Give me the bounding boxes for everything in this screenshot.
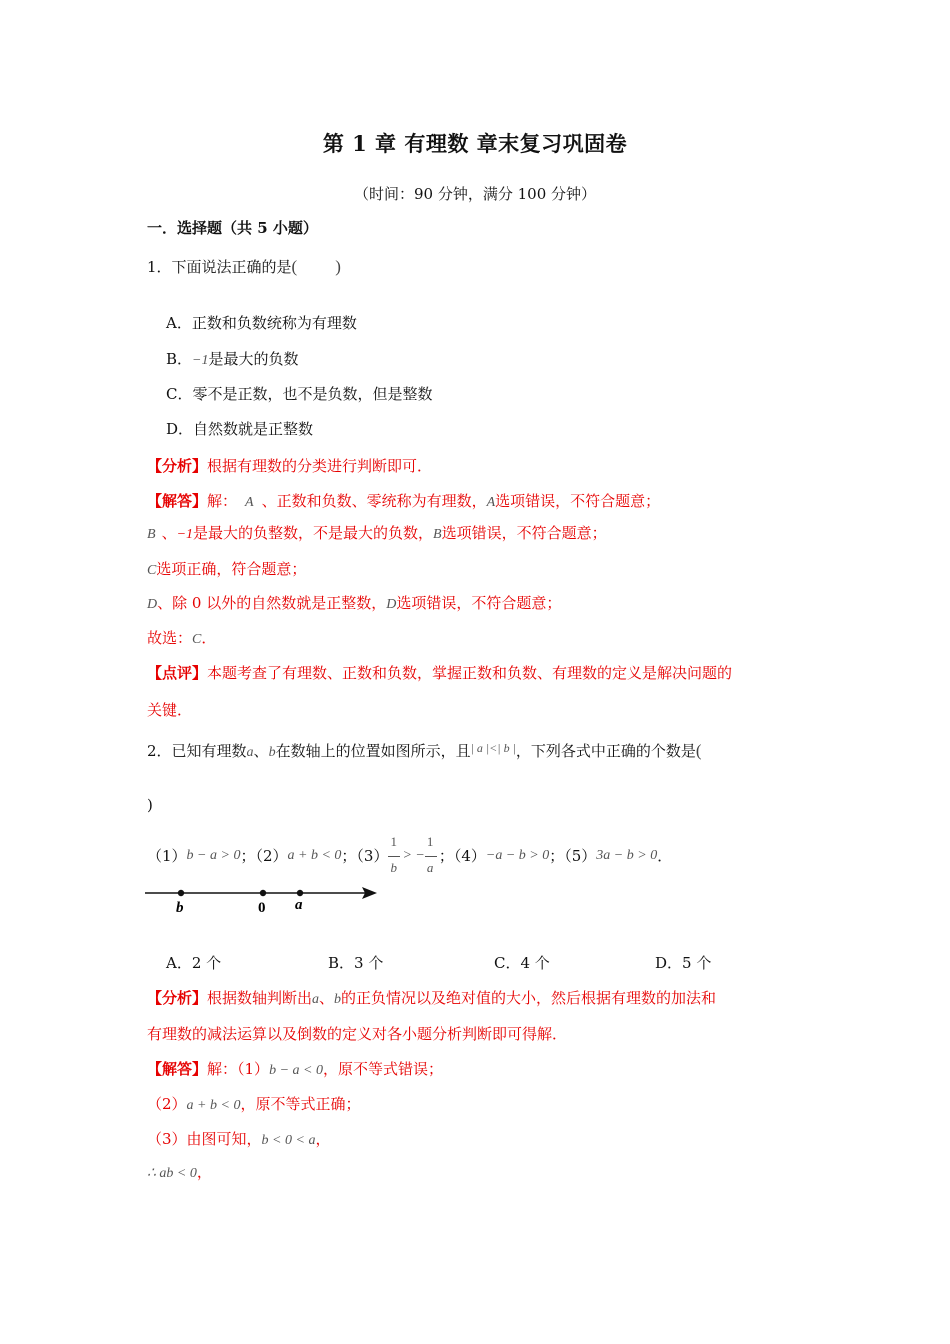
- q2-item-4-math: −a − b > 0: [485, 848, 550, 863]
- q2-answer-math: b < 0 < a: [261, 1133, 316, 1148]
- point-b: [178, 890, 184, 896]
- q2-items: [147, 832, 672, 882]
- q2-item-5-math: 3a − b > 0: [596, 848, 658, 863]
- q1-option-d: D．自然数就是正整数: [166, 420, 314, 438]
- q1-answer-line-5: [147, 628, 216, 650]
- q2-answer-text: ，原不等式错误；: [322, 1060, 443, 1078]
- q1-answer-line-3: [147, 559, 306, 581]
- fraction-numerator: 1: [426, 834, 434, 849]
- q2-item-1-math: b − a > 0: [186, 848, 241, 863]
- q1-comment-tag: 【点评】: [147, 664, 208, 682]
- q2-option-c: C．4 个: [494, 954, 550, 972]
- q2-item-2-label: ；（2）: [240, 847, 288, 865]
- q1-answer-text: 故选：: [147, 629, 193, 647]
- q1-stem: [147, 257, 341, 277]
- q1-analysis-tag: 【分析】: [147, 457, 208, 475]
- q1-answer-line-2: [147, 523, 607, 545]
- q1-answer-text: 选项错误，不符合题意；: [396, 594, 562, 612]
- q1-answer-math: B: [433, 527, 442, 542]
- q2-analysis-math: a: [312, 992, 320, 1007]
- fraction-denominator: a: [426, 860, 434, 875]
- q1-option-b-math: −1: [192, 353, 209, 368]
- point-a: [297, 890, 303, 896]
- q2-item-5-label: ；（5）: [549, 847, 597, 865]
- q1-answer-math: D: [147, 597, 158, 612]
- q2-option-a: A．2 个: [166, 954, 222, 972]
- q1-answer-line-4: [147, 593, 561, 615]
- q2-answer-text: 解：（1）: [207, 1060, 270, 1078]
- q2-item-2-math: a + b < 0: [287, 848, 342, 863]
- q1-answer-text: 选项正确，符合题意；: [156, 560, 307, 578]
- q1-answer-math: C: [147, 563, 157, 578]
- q1-answer-text: ．: [201, 629, 217, 647]
- q2-stem-math: b: [268, 745, 276, 760]
- q1-answer-math: B: [147, 527, 156, 542]
- q2-analysis-text: 的正负情况以及绝对值的大小，然后根据有理数的加法和: [341, 989, 717, 1007]
- q1-analysis: [147, 456, 432, 476]
- q1-answer-math: A: [245, 495, 254, 510]
- q2-item-5-end: ．: [657, 847, 673, 865]
- q2-answer-line-1: [147, 1059, 443, 1081]
- q2-answer-math: a + b < 0: [186, 1098, 241, 1113]
- fraction-denominator: b: [390, 860, 397, 875]
- q1-paren-open: (: [291, 257, 298, 276]
- point-zero: [260, 890, 266, 896]
- q2-stem: [147, 738, 702, 763]
- q2-answer-text: （3）由图可知，: [147, 1130, 262, 1148]
- number-line: [140, 880, 390, 916]
- q1-answer-text: 、除 0 以外的自然数就是正整数，: [157, 594, 387, 612]
- q2-item-3-fraction-2: [425, 832, 439, 880]
- q1-option-b: [166, 349, 299, 371]
- q1-answer-tag: 【解答】: [147, 492, 208, 510]
- section-heading: 一．选择题（共 5 小题）: [147, 219, 318, 237]
- q1-answer-text: 、: [161, 524, 177, 542]
- q2-stem-text: 、: [253, 742, 269, 760]
- q2-paren-open: (: [695, 741, 702, 760]
- q1-answer-math: C: [192, 632, 202, 647]
- q2-answer-line-4: [147, 1162, 212, 1184]
- q2-analysis-tag: 【分析】: [147, 989, 208, 1007]
- q1-option-b-label: B．: [166, 350, 193, 368]
- q2-analysis-line-1: [147, 988, 716, 1010]
- axis-label-b: b: [176, 900, 184, 916]
- q1-option-b-text: 是最大的负数: [208, 350, 299, 368]
- q2-answer-text: ，: [196, 1163, 212, 1181]
- document-subtitle: （时间：90 分钟，满分 100 分钟）: [353, 185, 597, 203]
- q1-answer-math: A: [486, 495, 496, 510]
- q2-answer-text: ，: [315, 1130, 331, 1148]
- q1-answer-math: −1: [176, 527, 194, 542]
- q2-analysis-text: 、: [319, 989, 335, 1007]
- q2-answer-tag: 【解答】: [147, 1060, 208, 1078]
- q1-option-a: A．正数和负数统称为有理数: [166, 314, 357, 332]
- q2-answer-math: b − a < 0: [269, 1063, 323, 1078]
- axis-label-a: a: [295, 897, 303, 913]
- q1-answer-text: 选项错误，不符合题意；: [441, 524, 607, 542]
- q1-comment-line-1: [147, 663, 732, 683]
- q2-item-3-fraction-1: [388, 832, 402, 880]
- q2-answer-text: ，原不等式正确；: [240, 1095, 361, 1113]
- fraction-numerator: 1: [390, 834, 397, 849]
- q2-stem-text: ，下列各式中正确的个数是: [515, 742, 696, 760]
- q2-item-4-label: ；（4）: [438, 847, 486, 865]
- q2-stem-math: a: [246, 745, 254, 760]
- q1-answer-text: 是最大的负整数，不是最大的负数，: [193, 524, 434, 542]
- document-title: 第 1 章 有理数 章末复习巩固卷: [322, 131, 628, 156]
- q2-analysis-math: b: [334, 992, 342, 1007]
- q2-stem-text: 2．已知有理数: [147, 742, 247, 760]
- q2-answer-line-2: [147, 1094, 360, 1116]
- q2-answer-text: （2）: [147, 1095, 187, 1113]
- q2-paren-close: ): [147, 796, 153, 814]
- q1-answer-line-1: [147, 491, 660, 513]
- q1-paren-close: ): [335, 257, 341, 276]
- q2-option-d: D．5 个: [655, 954, 712, 972]
- q2-analysis-line-2: 有理数的减法运算以及倒数的定义对各小题分析判断即可得解．: [147, 1025, 568, 1043]
- q1-stem-text: 1．下面说法正确的是: [147, 258, 292, 276]
- q2-stem-text: 在数轴上的位置如图所示，且: [275, 742, 471, 760]
- q2-item-3-label: ；（3）: [341, 847, 389, 865]
- q2-stem-math: | a |<| b |: [470, 741, 516, 755]
- q2-item-3-operator: > −: [402, 848, 425, 863]
- q2-answer-math: ∴ ab < 0: [147, 1166, 197, 1181]
- q2-analysis-text: 根据数轴判断出: [207, 989, 313, 1007]
- q1-answer-text: 解：: [207, 492, 238, 510]
- q1-comment-line-2: 关键．: [147, 701, 193, 719]
- q2-item-1-label: （1）: [147, 847, 187, 865]
- q2-answer-line-3: [147, 1129, 330, 1151]
- q1-option-c: C．零不是正数，也不是负数，但是整数: [166, 385, 433, 403]
- q1-answer-text: 选项错误，不符合题意；: [495, 492, 661, 510]
- q1-answer-math: D: [386, 597, 397, 612]
- q1-answer-text: 、正数和负数、零统称为有理数，: [261, 492, 487, 510]
- q2-option-b: B．3 个: [328, 954, 384, 972]
- q1-analysis-text: 根据有理数的分类进行判断即可．: [207, 457, 433, 475]
- axis-label-zero: 0: [258, 900, 266, 916]
- q1-comment-text: 本题考查了有理数、正数和负数，掌握正数和负数、有理数的定义是解决问题的: [207, 664, 733, 682]
